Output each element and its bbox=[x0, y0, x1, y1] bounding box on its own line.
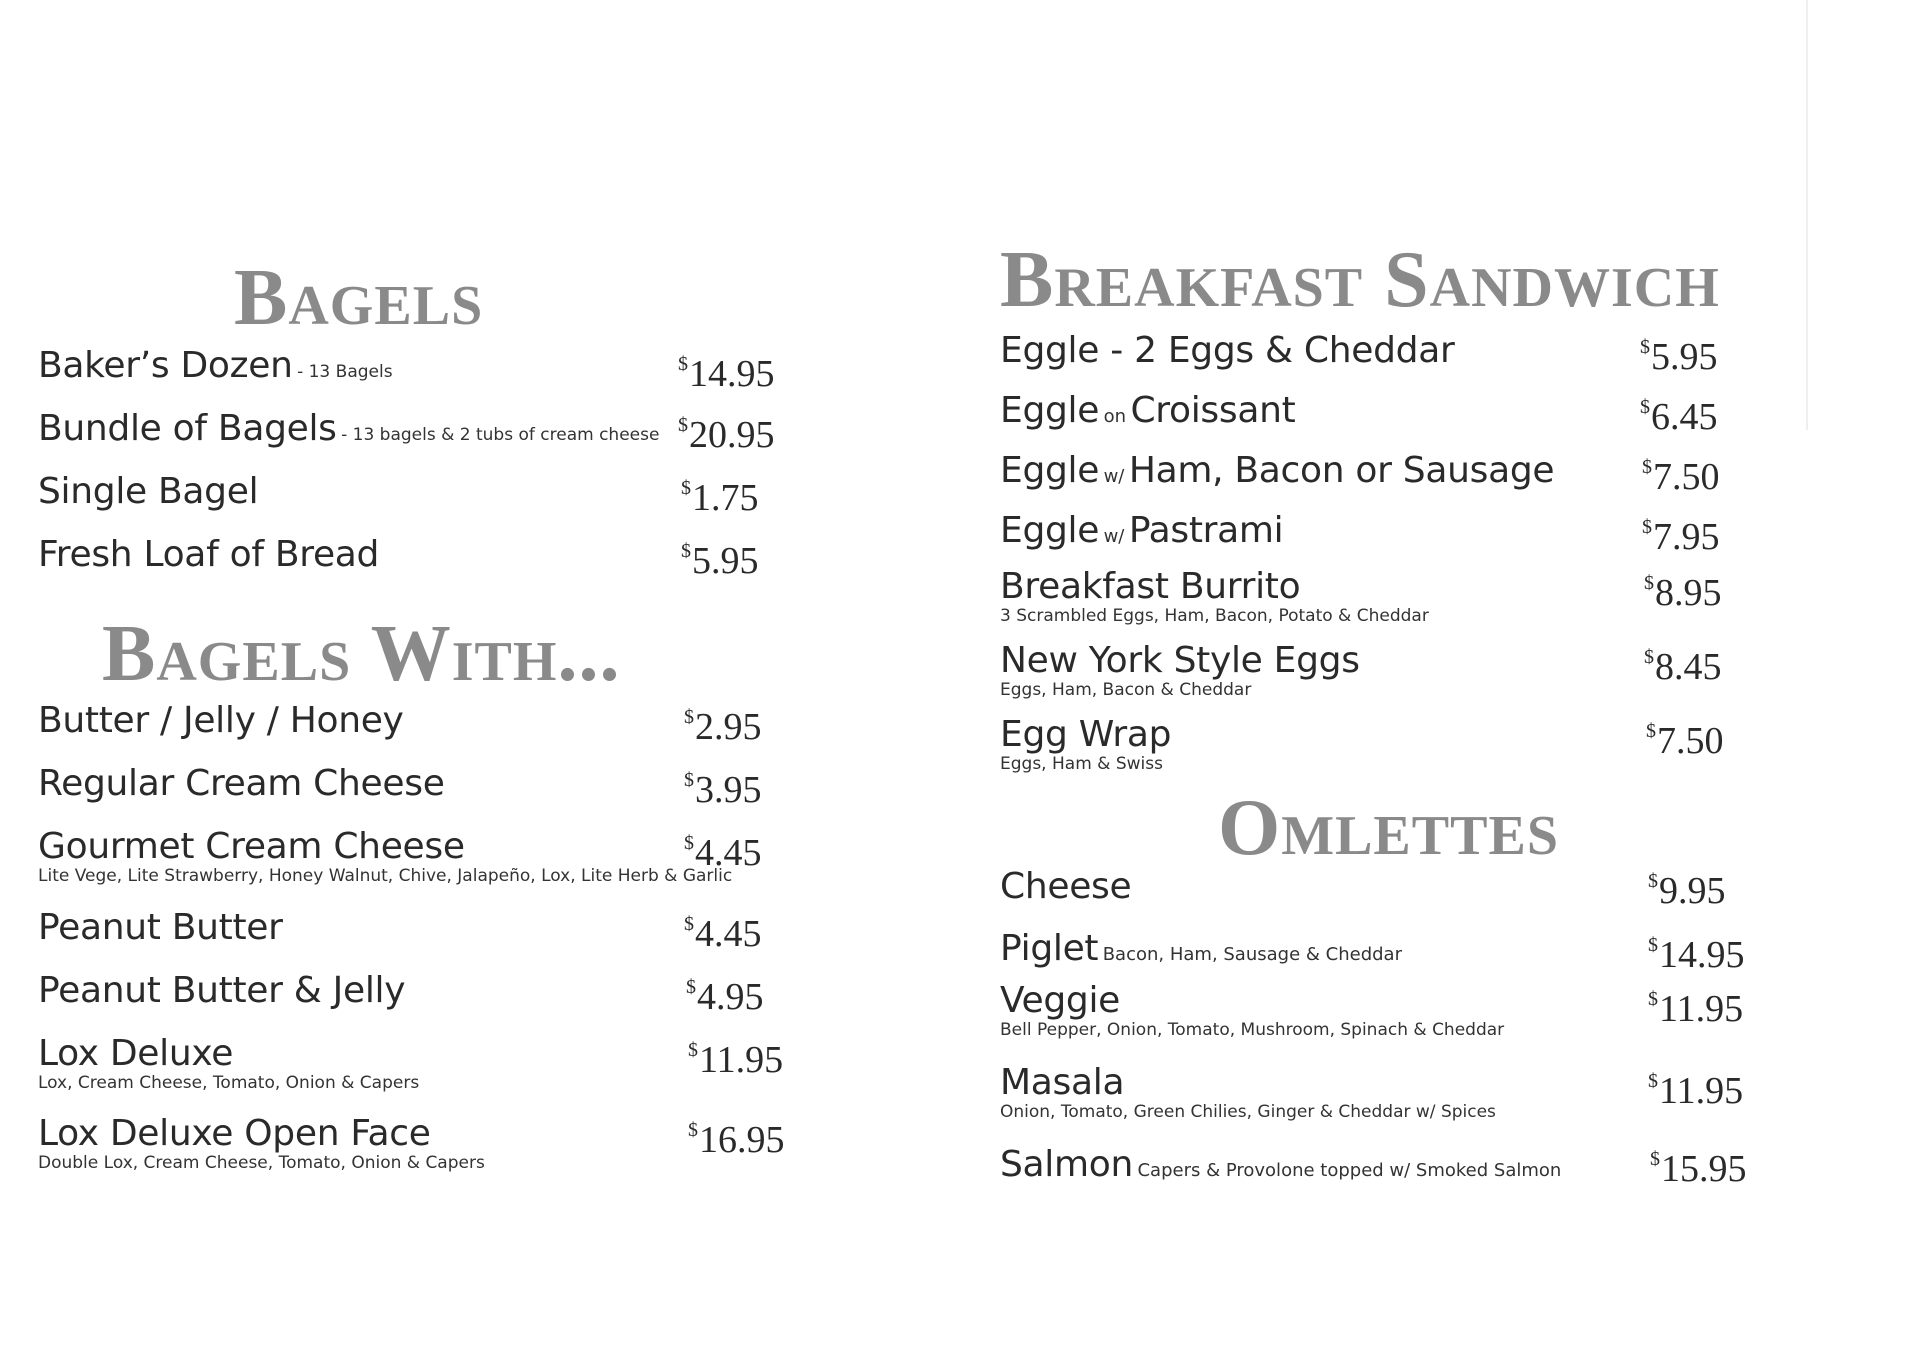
currency-symbol: $ bbox=[1644, 646, 1654, 668]
menu-item-eggle-croissant bbox=[1000, 390, 1780, 450]
menu-item-bakers-dozen bbox=[38, 345, 798, 405]
currency-symbol: $ bbox=[1648, 988, 1658, 1010]
item-connector: w/ bbox=[1103, 526, 1125, 547]
item-description: Bell Pepper, Onion, Tomato, Mushroom, Spinach & Cheddar bbox=[1000, 1020, 1505, 1040]
menu-item-gourmet-cream-cheese bbox=[38, 826, 798, 886]
item-price: $5.95 bbox=[681, 540, 759, 582]
left-column bbox=[38, 0, 798, 1357]
section-title-breakfast-sandwich: Breakfast Sandwich bbox=[1000, 236, 1720, 324]
item-name-rest: Pastrami bbox=[1128, 510, 1284, 551]
item-name: Cheese bbox=[1000, 866, 1132, 907]
currency-symbol: $ bbox=[1648, 934, 1658, 956]
currency-symbol: $ bbox=[678, 414, 688, 436]
menu-item-breakfast-burrito bbox=[1000, 566, 1780, 626]
menu-item-regular-cream-cheese bbox=[38, 763, 798, 823]
item-name: Masala bbox=[1000, 1062, 1125, 1103]
item-connector: w/ bbox=[1103, 466, 1125, 487]
item-price: $8.45 bbox=[1644, 646, 1722, 688]
currency-symbol: $ bbox=[1640, 396, 1650, 418]
item-name: Regular Cream Cheese bbox=[38, 763, 445, 804]
item-price: $4.45 bbox=[684, 913, 762, 955]
item-price: $5.95 bbox=[1640, 336, 1718, 378]
item-name: Eggle bbox=[1000, 510, 1100, 551]
section-title-bagels-with: Bagels With... bbox=[102, 610, 621, 698]
item-price: $16.95 bbox=[688, 1119, 785, 1161]
menu-item-butter-jelly-honey bbox=[38, 700, 798, 760]
item-name: Lox Deluxe bbox=[38, 1033, 234, 1074]
currency-symbol: $ bbox=[1644, 572, 1654, 594]
item-name: Egg Wrap bbox=[1000, 714, 1172, 755]
currency-symbol: $ bbox=[678, 353, 688, 375]
item-price: $14.95 bbox=[1648, 934, 1745, 976]
currency-symbol: $ bbox=[684, 832, 694, 854]
currency-symbol: $ bbox=[1642, 516, 1652, 538]
item-price: $14.95 bbox=[678, 353, 775, 395]
item-description: Lite Vege, Lite Strawberry, Honey Walnut, Chive, Jalapeño, Lox, Lite Herb & Garlic bbox=[38, 866, 733, 886]
item-description: Eggs, Ham & Swiss bbox=[1000, 754, 1163, 774]
menu-item-salmon-omlette bbox=[1000, 1144, 1780, 1204]
currency-symbol: $ bbox=[1648, 1070, 1658, 1092]
menu-item-single-bagel bbox=[38, 471, 798, 531]
item-price: $2.95 bbox=[684, 706, 762, 748]
item-name: Eggle - 2 Eggs & Cheddar bbox=[1000, 330, 1455, 371]
menu-item-cheese-omlette bbox=[1000, 866, 1780, 926]
menu-item-peanut-butter-jelly bbox=[38, 970, 798, 1030]
item-price: $7.50 bbox=[1646, 720, 1724, 762]
item-name: Peanut Butter & Jelly bbox=[38, 970, 406, 1011]
item-name: Butter / Jelly / Honey bbox=[38, 700, 404, 741]
item-inline-note: Capers & Provolone topped w/ Smoked Salmon bbox=[1137, 1160, 1562, 1181]
item-price: $11.95 bbox=[1648, 988, 1744, 1030]
currency-symbol: $ bbox=[1650, 1148, 1660, 1170]
currency-symbol: $ bbox=[681, 540, 691, 562]
currency-symbol: $ bbox=[1642, 456, 1652, 478]
item-description: Eggs, Ham, Bacon & Cheddar bbox=[1000, 680, 1252, 700]
item-name: Peanut Butter bbox=[38, 907, 283, 948]
currency-symbol: $ bbox=[684, 769, 694, 791]
item-name: Breakfast Burrito bbox=[1000, 566, 1301, 607]
item-price: $4.95 bbox=[686, 976, 764, 1018]
item-name: Fresh Loaf of Bread bbox=[38, 534, 380, 575]
item-price: $8.95 bbox=[1644, 572, 1722, 614]
currency-symbol: $ bbox=[686, 976, 696, 998]
scan-edge-shadow bbox=[1806, 0, 1808, 430]
currency-symbol: $ bbox=[1648, 870, 1658, 892]
menu-item-veggie-omlette bbox=[1000, 980, 1780, 1040]
currency-symbol: $ bbox=[681, 477, 691, 499]
item-description: 3 Scrambled Eggs, Ham, Bacon, Potato & Cheddar bbox=[1000, 606, 1429, 626]
section-title-bagels: Bagels bbox=[234, 254, 484, 342]
item-description: Onion, Tomato, Green Chilies, Ginger & Cheddar w/ Spices bbox=[1000, 1102, 1496, 1122]
menu-item-peanut-butter bbox=[38, 907, 798, 967]
currency-symbol: $ bbox=[684, 913, 694, 935]
item-connector: on bbox=[1103, 406, 1126, 427]
menu-item-eggle-cheddar bbox=[1000, 330, 1780, 390]
item-name: Gourmet Cream Cheese bbox=[38, 826, 465, 867]
item-description: Lox, Cream Cheese, Tomato, Onion & Capers bbox=[38, 1073, 420, 1093]
item-price: $9.95 bbox=[1648, 870, 1726, 912]
item-inline-note: Bacon, Ham, Sausage & Cheddar bbox=[1102, 944, 1402, 965]
item-name: Eggle bbox=[1000, 390, 1100, 431]
right-column bbox=[1000, 0, 1780, 1357]
section-title-omlettes: Omlettes bbox=[1218, 784, 1559, 872]
menu-item-masala-omlette bbox=[1000, 1062, 1780, 1122]
menu-item-fresh-loaf bbox=[38, 534, 798, 594]
item-price: $15.95 bbox=[1650, 1148, 1747, 1190]
item-name: Bundle of Bagels bbox=[38, 408, 337, 449]
item-price: $11.95 bbox=[688, 1039, 784, 1081]
currency-symbol: $ bbox=[1646, 720, 1656, 742]
item-price: $4.45 bbox=[684, 832, 762, 874]
item-price: $1.75 bbox=[681, 477, 759, 519]
item-description: Double Lox, Cream Cheese, Tomato, Onion & Capers bbox=[38, 1153, 485, 1173]
menu-item-eggle-ham-bacon-sausage bbox=[1000, 450, 1780, 510]
item-price: $11.95 bbox=[1648, 1070, 1744, 1112]
item-price: $6.45 bbox=[1640, 396, 1718, 438]
menu-item-eggle-pastrami bbox=[1000, 510, 1780, 570]
item-name: New York Style Eggs bbox=[1000, 640, 1360, 681]
item-name: Lox Deluxe Open Face bbox=[38, 1113, 431, 1154]
item-price: $7.95 bbox=[1642, 516, 1720, 558]
menu-item-lox-deluxe bbox=[38, 1033, 798, 1093]
menu-item-new-york-style-eggs bbox=[1000, 640, 1780, 700]
item-name: Baker’s Dozen bbox=[38, 345, 293, 386]
item-inline-note: - 13 Bagels bbox=[297, 362, 393, 382]
item-name-rest: Ham, Bacon or Sausage bbox=[1128, 450, 1555, 491]
item-price: $20.95 bbox=[678, 414, 775, 456]
currency-symbol: $ bbox=[688, 1119, 698, 1141]
item-name: Salmon bbox=[1000, 1144, 1134, 1185]
menu-item-lox-deluxe-open-face bbox=[38, 1113, 798, 1173]
menu-item-bundle-of-bagels bbox=[38, 408, 798, 468]
currency-symbol: $ bbox=[1640, 336, 1650, 358]
item-price: $3.95 bbox=[684, 769, 762, 811]
item-name-rest: Croissant bbox=[1130, 390, 1296, 431]
item-name: Piglet bbox=[1000, 928, 1099, 969]
item-name: Eggle bbox=[1000, 450, 1100, 491]
item-name: Veggie bbox=[1000, 980, 1121, 1021]
currency-symbol: $ bbox=[688, 1039, 698, 1061]
item-name: Single Bagel bbox=[38, 471, 259, 512]
item-price: $7.50 bbox=[1642, 456, 1720, 498]
currency-symbol: $ bbox=[684, 706, 694, 728]
menu-item-egg-wrap bbox=[1000, 714, 1780, 774]
item-inline-note: - 13 bagels & 2 tubs of cream cheese bbox=[341, 425, 660, 445]
